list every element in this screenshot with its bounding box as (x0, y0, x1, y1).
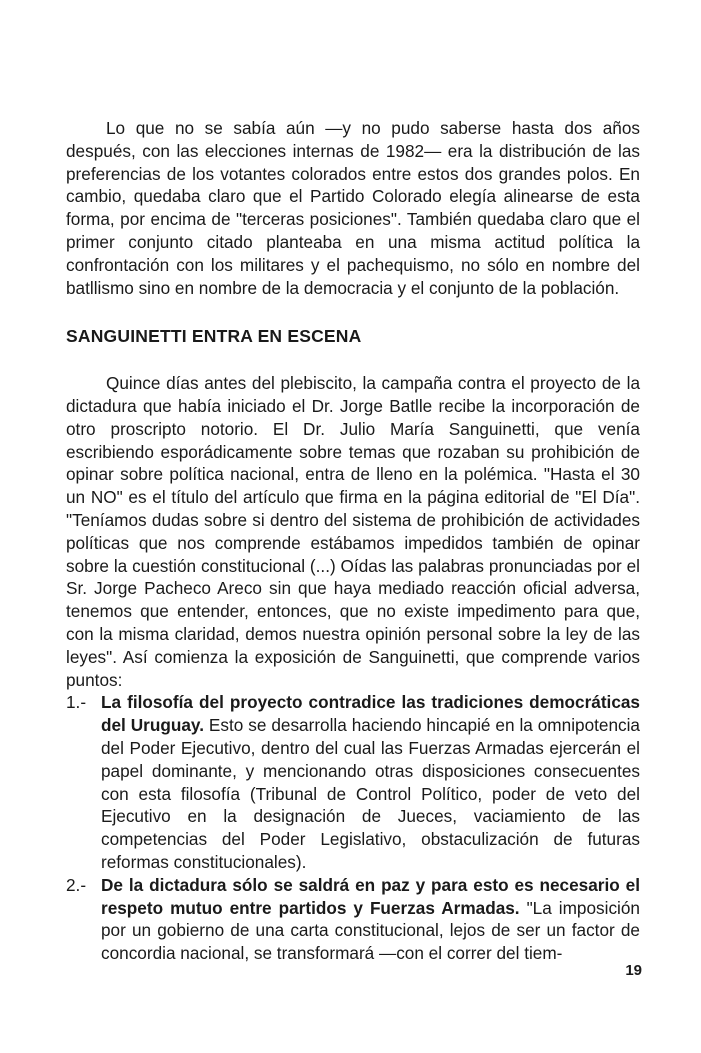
point-lead: De la dictadura sólo se saldrá en paz y para esto es necesario el respeto mutuo entre partidos y Fuerzas Armadas. (101, 874, 640, 918)
point-text: "La imposición por un gobierno de una carta constitucional, lejos de ser un factor de concordia nacional, se transformará —con el correr del tiem- (101, 897, 640, 964)
point-number: 2.- (66, 874, 87, 895)
point-2 (66, 874, 640, 965)
point-1 (66, 691, 640, 873)
page-body (66, 117, 640, 965)
point-lead: La filosofía del proyecto contradice las tradiciones democráticas del Uruguay. (101, 692, 640, 736)
point-number: 1.- (66, 692, 87, 713)
point-text: Esto se desarrolla haciendo hincapié en la omnipotencia del Poder Ejecutivo, dentro del cual las Fuerzas Armadas ejercerán el papel dominante, y mencionando otras disposiciones consecuentes con esta filosofía (Tribunal de Control Político, poder de veto del Ejecutivo en la designación de Jueces, vaciamiento de las competencias del Poder Legislativo, obstaculización de futuras reformas constitucionales). (101, 715, 640, 872)
section-heading: SANGUINETTI ENTRA EN ESCENA (66, 326, 362, 347)
intro-paragraph: Lo que no se sabía aún —y no pudo saberse hasta dos años después, con las elecciones internas de 1982— era la distribución de las preferencias de los votantes colorados entre estos dos grandes polos. En cambio, quedaba claro que el Partido Colorado elegía alinearse de esta forma, por encima de "terceras posiciones". También quedaba claro que el primer conjunto citado planteaba en una misma actitud política la confrontación con los militares y el pachequismo, no sólo en nombre del batllismo sino en nombre de la democracia y el conjunto de la población. (66, 118, 640, 298)
page-number: 19 (625, 962, 642, 979)
body-paragraph: Quince días antes del plebiscito, la campaña contra el proyecto de la dictadura que había iniciado el Dr. Jorge Batlle recibe la incorporación de otro proscripto notorio. El Dr. Julio María Sanguinetti, que venía escribiendo esporádicamente sobre temas que rozaban su prohibición de opinar sobre política nacional, entra de lleno en la polémica. "Hasta el 30 un NO" es el título del artículo que firma en la página editorial de "El Día". "Teníamos dudas sobre si dentro del sistema de prohibición de actividades políticas que nos comprende estábamos impedidos también de opinar sobre la cuestión constitucional (...) Oídas las palabras pronunciadas por el Sr. Jorge Pacheco Areco sin que haya mediado reacción oficial adversa, tenemos que entender, entonces, que no existe impedimento para que, con la misma claridad, demos nuestra opinión personal sobre la ley de las leyes". Así comienza la exposición de Sanguinetti, que comprende varios puntos: (66, 373, 640, 690)
